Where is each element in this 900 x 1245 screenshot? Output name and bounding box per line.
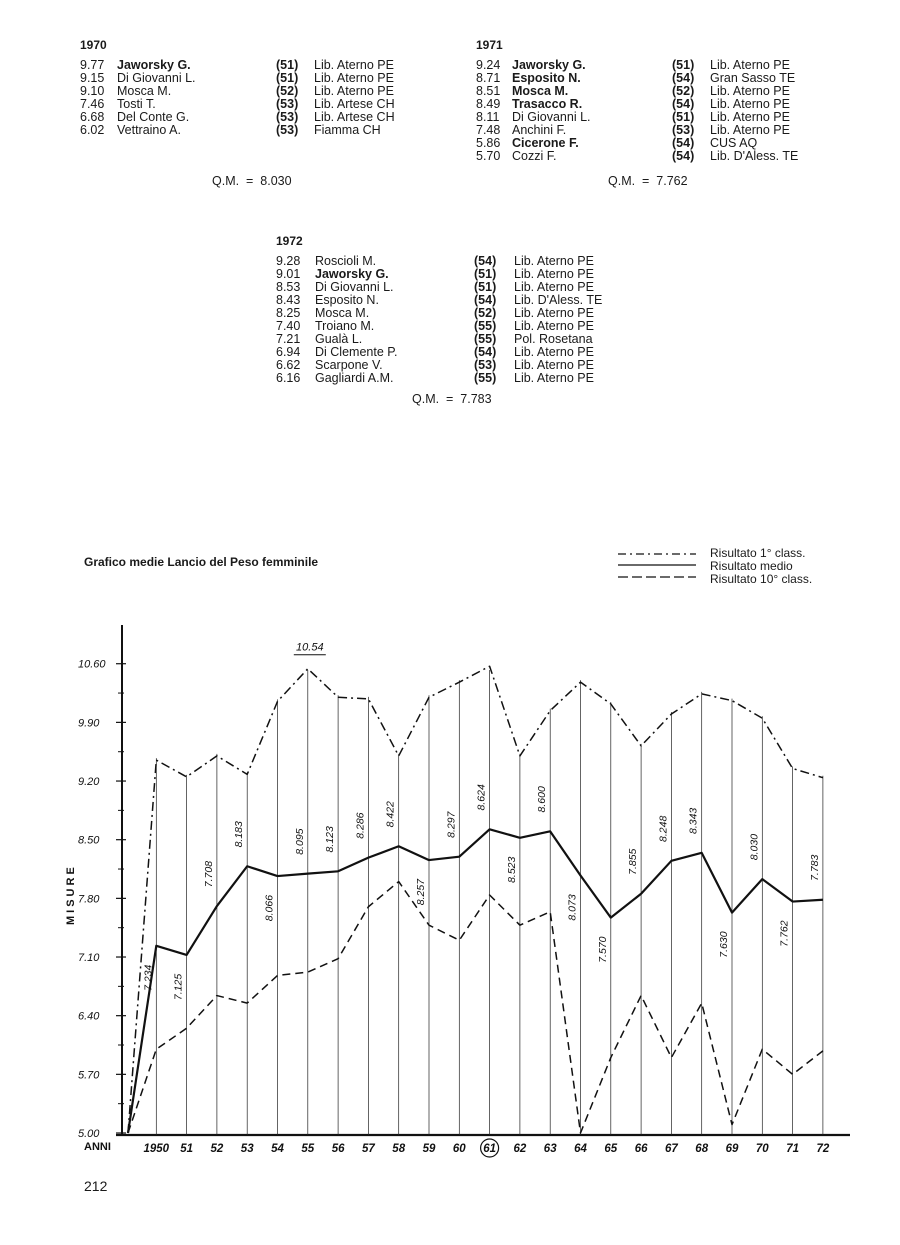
legend-label-first: Risultato 1° class. xyxy=(710,546,806,560)
data-label: 8.257 xyxy=(415,878,427,906)
score: 5.86 xyxy=(476,136,501,150)
score: 8.71 xyxy=(476,71,501,85)
data-label: 8.286 xyxy=(354,812,367,839)
athlete-name: Del Conte G. xyxy=(117,110,190,124)
data-label: 8.183 xyxy=(233,821,246,848)
data-label: 8.523 xyxy=(505,856,518,883)
y-tick-label: 9.20 xyxy=(78,776,100,789)
x-tick-label: 69 xyxy=(725,1143,739,1155)
birth-year: (55) xyxy=(474,319,497,333)
club-name: Lib. Aterno PE xyxy=(514,358,594,372)
y-tick-label: 7.10 xyxy=(78,952,100,965)
x-tick-label: 53 xyxy=(240,1143,254,1155)
series-line-solid xyxy=(128,829,823,1133)
x-tick-label: 71 xyxy=(786,1143,799,1155)
ranking-year-1: 1971 xyxy=(476,38,503,52)
chart-title: Grafico medie Lancio del Peso femminile xyxy=(84,555,319,569)
athlete-name: Jaworsky G. xyxy=(512,58,586,72)
club-name: Lib. Aterno PE xyxy=(314,84,394,98)
y-tick-label: 7.80 xyxy=(78,893,100,906)
score: 8.49 xyxy=(476,97,501,111)
peak-annotation: 10.54 xyxy=(296,641,324,654)
y-tick-label: 9.90 xyxy=(78,717,100,730)
birth-year: (53) xyxy=(672,123,695,137)
score: 6.02 xyxy=(80,123,105,137)
data-label: 7.630 xyxy=(718,931,730,958)
score: 9.01 xyxy=(276,267,301,281)
qm-label: Q.M. xyxy=(608,174,636,188)
athlete-name: Di Giovanni L. xyxy=(315,280,394,294)
data-label: 7.234 xyxy=(142,964,155,991)
birth-year: (53) xyxy=(276,110,299,124)
club-name: Lib. Aterno PE xyxy=(314,71,394,85)
data-label: 8.422 xyxy=(384,801,397,828)
athlete-name: Roscioli M. xyxy=(315,254,377,268)
birth-year: (51) xyxy=(276,58,299,72)
athlete-name: Anchini F. xyxy=(512,123,567,137)
average-qm xyxy=(608,174,688,188)
score: 7.48 xyxy=(476,123,501,137)
x-tick-label: 65 xyxy=(604,1143,618,1155)
x-tick-label: 54 xyxy=(271,1143,284,1155)
athlete-name: Gagliardi A.M. xyxy=(315,371,394,385)
birth-year: (55) xyxy=(474,332,497,346)
score: 9.28 xyxy=(276,254,301,268)
birth-year: (54) xyxy=(672,97,695,111)
data-label: 8.066 xyxy=(263,894,276,922)
athlete-name: Mosca M. xyxy=(315,306,370,320)
club-name: Lib. Aterno PE xyxy=(710,123,790,137)
score: 9.77 xyxy=(80,58,105,72)
score: 5.70 xyxy=(476,149,501,163)
x-tick-label: 64 xyxy=(574,1143,587,1155)
athlete-name: Gualà L. xyxy=(315,332,363,346)
x-tick-label: 66 xyxy=(634,1143,648,1155)
data-label: 8.343 xyxy=(687,807,700,834)
score: 7.21 xyxy=(276,332,301,346)
x-tick-label: 72 xyxy=(816,1143,830,1155)
series-line-dashed xyxy=(128,882,823,1133)
score: 7.40 xyxy=(276,319,301,333)
data-label: 8.600 xyxy=(536,786,549,813)
legend-label-average: Risultato medio xyxy=(710,559,793,573)
birth-year: (53) xyxy=(276,97,299,111)
score: 6.94 xyxy=(276,345,301,359)
athlete-name: Jaworsky G. xyxy=(117,58,191,72)
legend-swatches xyxy=(616,548,700,584)
club-name: Lib. Artese CH xyxy=(314,110,395,124)
y-tick-label: 6.40 xyxy=(78,1010,100,1023)
athlete-name: Mosca M. xyxy=(117,84,172,98)
club-name: Lib. Aterno PE xyxy=(710,97,790,111)
club-name: CUS AQ xyxy=(710,136,758,150)
ranking-year-2: 1972 xyxy=(276,234,303,248)
club-name: Fiamma CH xyxy=(314,123,381,137)
legend-label-tenth: Risultato 10° class. xyxy=(710,572,813,586)
score: 8.25 xyxy=(276,306,301,320)
birth-year: (54) xyxy=(474,345,497,359)
birth-year: (54) xyxy=(474,254,497,268)
athlete-name: Di Giovanni L. xyxy=(117,71,196,85)
series-line-dashdot xyxy=(128,666,823,1133)
qm-value: 8.030 xyxy=(260,174,292,188)
x-tick-label: 51 xyxy=(180,1143,193,1155)
club-name: Lib. Aterno PE xyxy=(514,254,594,268)
club-name: Gran Sasso TE xyxy=(710,71,796,85)
club-name: Lib. Aterno PE xyxy=(710,84,790,98)
birth-year: (53) xyxy=(276,123,299,137)
birth-year: (51) xyxy=(672,110,695,124)
data-label: 8.095 xyxy=(293,828,306,855)
birth-year: (54) xyxy=(672,71,695,85)
y-tick-label: 5.00 xyxy=(78,1128,100,1140)
x-tick-label: 57 xyxy=(362,1143,375,1155)
x-tick-label: 59 xyxy=(422,1143,436,1155)
y-tick-label: 5.70 xyxy=(78,1069,100,1082)
score: 8.51 xyxy=(476,84,501,98)
x-tick-label: 63 xyxy=(543,1143,557,1155)
score: 8.11 xyxy=(476,110,500,124)
qm-label: Q.M. xyxy=(412,392,440,406)
birth-year: (54) xyxy=(474,293,497,307)
score: 6.62 xyxy=(276,358,301,372)
athlete-name: Scarpone V. xyxy=(315,358,383,372)
y-tick-label: 10.60 xyxy=(78,658,106,671)
x-tick-label: 67 xyxy=(665,1143,678,1155)
data-label: 7.855 xyxy=(627,848,640,875)
athlete-name: Vettraino A. xyxy=(117,123,181,137)
club-name: Lib. Aterno PE xyxy=(514,345,594,359)
page-number: 212 xyxy=(84,1178,108,1194)
athlete-name: Trasacco R. xyxy=(512,97,583,111)
average-qm xyxy=(212,174,292,188)
x-tick-label: 60 xyxy=(452,1143,466,1155)
birth-year: (51) xyxy=(276,71,299,85)
club-name: Lib. D'Aless. TE xyxy=(514,293,603,307)
data-label: 8.030 xyxy=(748,833,761,861)
birth-year: (52) xyxy=(276,84,299,98)
qm-equals: = xyxy=(439,392,461,406)
line-chart xyxy=(0,600,900,1180)
data-label: 7.125 xyxy=(172,973,185,1001)
data-label: 7.570 xyxy=(596,936,609,963)
club-name: Lib. Aterno PE xyxy=(314,58,394,72)
athlete-name: Cicerone F. xyxy=(512,136,579,150)
athlete-name: Esposito N. xyxy=(512,71,581,85)
x-tick-label: 52 xyxy=(210,1143,224,1155)
x-tick-label: 1950 xyxy=(143,1143,170,1155)
qm-value: 7.783 xyxy=(460,392,492,406)
qm-label: Q.M. xyxy=(212,174,240,188)
y-axis-label: MISURE xyxy=(65,864,77,925)
data-label: 8.297 xyxy=(445,811,458,838)
score: 9.24 xyxy=(476,58,501,72)
birth-year: (51) xyxy=(672,58,695,72)
club-name: Lib. Aterno PE xyxy=(514,267,594,281)
club-name: Lib. D'Aless. TE xyxy=(710,149,799,163)
athlete-name: Mosca M. xyxy=(512,84,569,98)
data-label: 8.248 xyxy=(657,815,670,842)
data-label: 8.123 xyxy=(324,826,337,853)
club-name: Pol. Rosetana xyxy=(514,332,593,346)
athlete-name: Jaworsky G. xyxy=(315,267,389,281)
club-name: Lib. Aterno PE xyxy=(514,371,594,385)
athlete-name: Tosti T. xyxy=(117,97,156,111)
score: 6.68 xyxy=(80,110,105,124)
ranking-year-0: 1970 xyxy=(80,38,107,52)
club-name: Lib. Aterno PE xyxy=(710,110,790,124)
y-tick-label: 8.50 xyxy=(78,834,100,847)
birth-year: (52) xyxy=(474,306,497,320)
x-tick-label: 55 xyxy=(301,1143,315,1155)
club-name: Lib. Aterno PE xyxy=(710,58,790,72)
data-label: 8.073 xyxy=(566,894,579,921)
club-name: Lib. Aterno PE xyxy=(514,280,594,294)
score: 9.15 xyxy=(80,71,105,85)
data-label: 8.624 xyxy=(475,784,488,811)
x-tick-label: 61 xyxy=(483,1143,496,1155)
athlete-name: Esposito N. xyxy=(315,293,379,307)
birth-year: (53) xyxy=(474,358,497,372)
score: 7.46 xyxy=(80,97,105,111)
x-tick-label: 58 xyxy=(392,1143,406,1155)
birth-year: (51) xyxy=(474,280,497,294)
data-label: 7.783 xyxy=(808,854,821,881)
birth-year: (54) xyxy=(672,136,695,150)
data-label: 7.762 xyxy=(778,920,791,947)
score: 8.43 xyxy=(276,293,301,307)
club-name: Lib. Artese CH xyxy=(314,97,395,111)
athlete-name: Di Giovanni L. xyxy=(512,110,591,124)
score: 9.10 xyxy=(80,84,105,98)
athlete-name: Troiano M. xyxy=(315,319,375,333)
qm-value: 7.762 xyxy=(656,174,688,188)
x-axis-label: ANNI xyxy=(84,1141,111,1153)
athlete-name: Di Clemente P. xyxy=(315,345,398,359)
qm-equals: = xyxy=(635,174,657,188)
average-qm xyxy=(412,392,492,406)
club-name: Lib. Aterno PE xyxy=(514,306,594,320)
club-name: Lib. Aterno PE xyxy=(514,319,594,333)
birth-year: (51) xyxy=(474,267,497,281)
birth-year: (55) xyxy=(474,371,497,385)
birth-year: (54) xyxy=(672,149,695,163)
data-label: 7.708 xyxy=(202,860,215,888)
x-tick-label: 56 xyxy=(331,1143,345,1155)
birth-year: (52) xyxy=(672,84,695,98)
score: 6.16 xyxy=(276,371,301,385)
x-tick-label: 62 xyxy=(513,1143,527,1155)
x-tick-label: 70 xyxy=(755,1143,769,1155)
qm-equals: = xyxy=(239,174,261,188)
athlete-name: Cozzi F. xyxy=(512,149,557,163)
x-tick-label: 68 xyxy=(695,1143,709,1155)
score: 8.53 xyxy=(276,280,301,294)
